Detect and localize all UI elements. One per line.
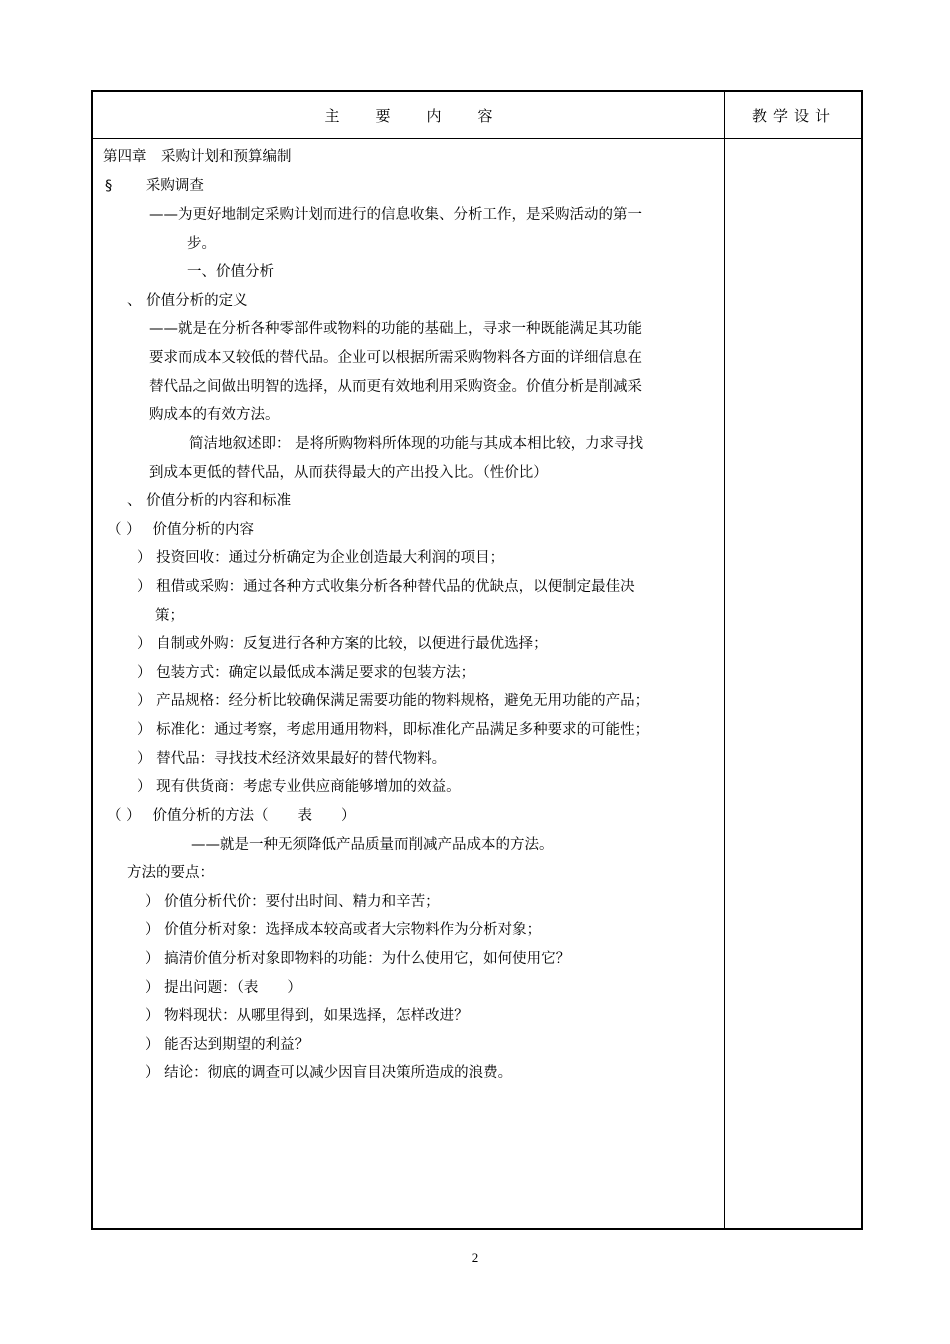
list-item: ） 标准化：通过考察，考虑用通用物料，即标准化产品满足多种要求的可能性； (137, 722, 650, 738)
list-item: ） 物料现状：从哪里得到，如果选择，怎样改进？ (145, 1008, 469, 1024)
page-number: 2 (471, 1250, 479, 1265)
paragraph-line: 要求而成本又较低的替代品。企业可以根据所需采购物料各方面的详细信息在 (149, 350, 642, 366)
paragraph-line: 简洁地叙述即： 是将所购物料所体现的功能与其成本相比较，力求寻找 (189, 436, 644, 452)
list-heading: （ ） 价值分析的内容 (107, 522, 254, 538)
chapter-title: 第四章 采购计划和预算编制 (103, 149, 292, 165)
list-item: ） 现有供货商：考虑专业供应商能够增加的效益。 (137, 779, 461, 795)
topic-heading: 、 价值分析的定义 (127, 293, 248, 309)
paragraph-line: 到成本更低的替代品，从而获得最大的产出投入比。（性价比） (149, 465, 548, 481)
header-divider (93, 138, 861, 139)
list-item: ） 替代品：寻找技术经济效果最好的替代物料。 (137, 751, 447, 767)
section-heading: § 采购调查 (105, 178, 204, 194)
list-item: ） 提出问题：（表 ） (145, 980, 302, 996)
lesson-table (91, 90, 863, 1230)
header-main-content: 主要内容 (324, 106, 529, 125)
topic-heading: 、 价值分析的内容和标准 (127, 493, 292, 509)
paragraph-line: 步。 (187, 236, 216, 252)
list-item: ） 结论：彻底的调查可以减少因盲目决策所造成的浪费。 (145, 1065, 513, 1081)
paragraph-line: 替代品之间做出明智的选择，从而更有效地利用采购资金。价值分析是削减采 (149, 379, 642, 395)
list-item: ） 价值分析对象：选择成本较高或者大宗物料作为分析对象； (145, 922, 542, 938)
paragraph-line: ——为更好地制定采购计划而进行的信息收集、分析工作，是采购活动的第一 (149, 207, 642, 223)
list-item: ） 产品规格：经分析比较确保满足需要功能的物料规格，避免无用功能的产品； (137, 693, 650, 709)
subheading: 方法的要点： (127, 865, 214, 881)
paragraph-line: ——就是一种无须降低产品质量而削减产品成本的方法。 (191, 837, 554, 853)
list-item: ） 能否达到期望的利益？ (145, 1037, 310, 1053)
paragraph-line: ——就是在分析各种零部件或物料的功能的基础上，寻求一种既能满足其功能 (149, 321, 642, 337)
list-item: ） 投资回收：通过分析确定为企业创造最大利润的项目； (137, 550, 505, 566)
list-heading: （ ） 价值分析的方法（ 表 ） (107, 808, 356, 824)
list-item: ） 租借或采购：通过各种方式收集分析各种替代品的优缺点，以便制定最佳决 (137, 579, 635, 595)
list-item: ） 价值分析代价：要付出时间、精力和辛苦； (145, 894, 440, 910)
column-divider (724, 92, 725, 1228)
subsection-heading: 一、价值分析 (187, 264, 274, 280)
list-item: ） 搞清价值分析对象即物料的功能：为什么使用它，如何使用它？ (145, 951, 571, 967)
list-item: ） 自制或外购：反复进行各种方案的比较，以便进行最优选择； (137, 636, 548, 652)
header-teaching-design: 教学设计 (751, 106, 836, 125)
list-item: ） 包装方式：确定以最低成本满足要求的包装方法； (137, 665, 476, 681)
list-item-continuation: 策； (155, 608, 184, 624)
paragraph-line: 购成本的有效方法。 (149, 407, 280, 423)
